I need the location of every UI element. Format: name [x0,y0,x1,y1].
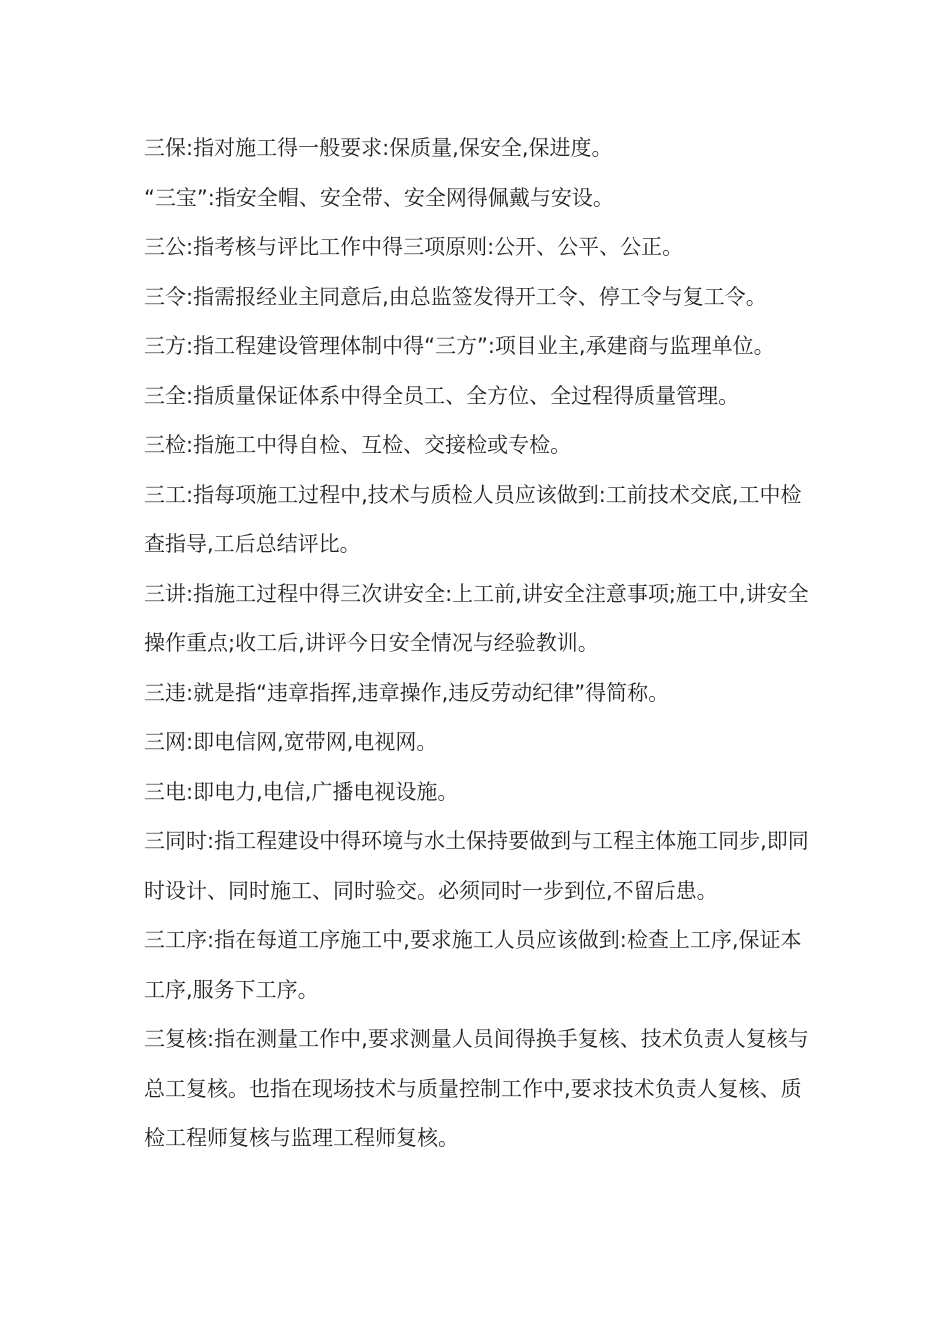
entry-san-gong: 三公:指考核与评比工作中得三项原则:公开、公平、公正。 [144,235,684,259]
entry-san-ling: 三令:指需报经业主同意后,由总监签发得开工令、停工令与复工令。 [144,284,767,309]
entry-san-gong-process: 三工:指每项施工过程中,技术与质检人员应该做到:工前技术交底,工中检查指导,工后总结评比。 [144,482,802,556]
entry-san-fang: 三方:指工程建设管理体制中得“三方”:项目业主,承建商与监理单位。 [144,334,775,358]
document-body [144,124,812,1164]
entry-san-jian: 三检:指施工中得自检、互检、交接检或专检。 [144,433,572,457]
entry-san-dian: 三电:即电力,电信,广播电视设施。 [144,779,459,804]
entry-san-bao-safety: “三宝”:指安全帽、安全带、安全网得佩戴与安设。 [144,185,614,210]
entry-san-wei: 三违:就是指“违章指挥,违章操作,违反劳动纪律”得简称。 [144,680,670,705]
entry-san-tong-shi: 三同时:指工程建设中得环境与水土保持要做到与工程主体施工同步,即同时设计、同时施工、同时验交。必须同时一步到位,不留后患。 [144,829,809,903]
entry-san-jiang: 三讲:指施工过程中得三次讲安全:上工前,讲安全注意事项;施工中,讲安全操作重点;收工后,讲评今日安全情况与经验教训。 [144,581,809,655]
entry-san-fu-he: 三复核:指在测量工作中,要求测量人员间得换手复核、技术负责人复核与总工复核。也指在现场技术与质量控制工作中,要求技术负责人复核、质检工程师复核与监理工程师复核。 [144,1027,809,1150]
entry-san-bao: 三保:指对施工得一般要求:保质量,保安全,保进度。 [144,136,613,160]
entry-san-gong-xu: 三工序:指在每道工序施工中,要求施工人员应该做到:检查上工序,保证本工序,服务下工序。 [144,928,802,1002]
entry-san-wang: 三网:即电信网,宽带网,电视网。 [144,730,438,754]
entry-san-quan: 三全:指质量保证体系中得全员工、全方位、全过程得质量管理。 [144,383,740,408]
